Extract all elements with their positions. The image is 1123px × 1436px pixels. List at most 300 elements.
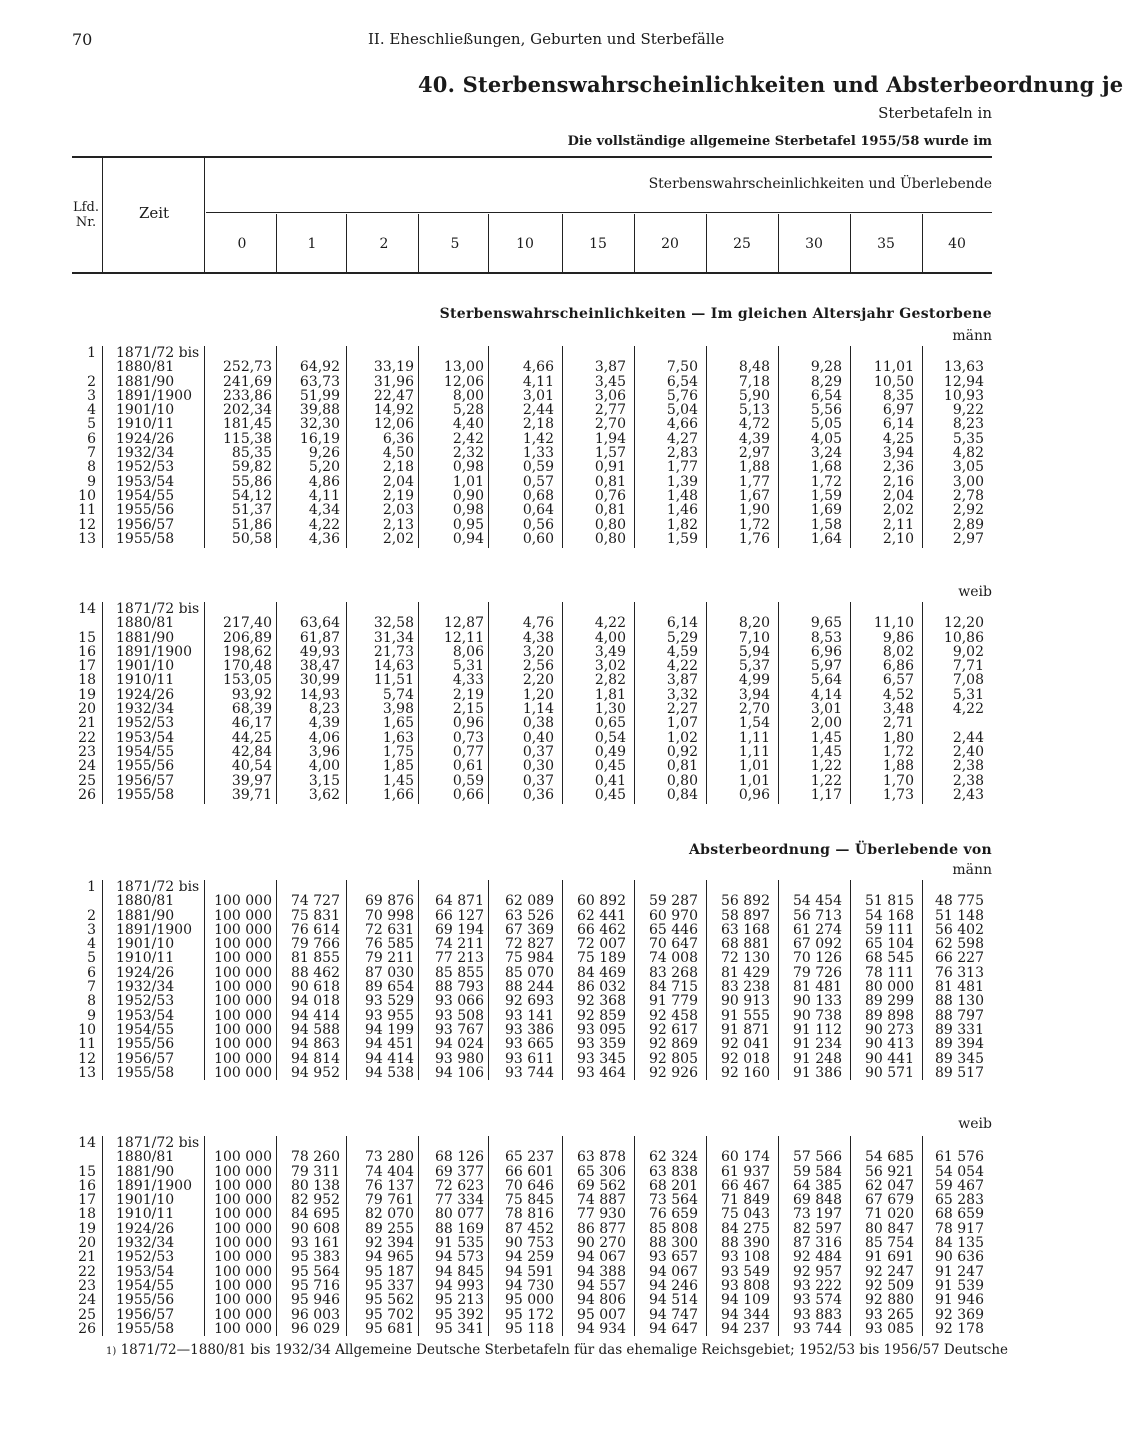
value-cell: 94 018: [291, 993, 340, 1010]
value-cell: 76 614: [291, 921, 340, 938]
table-row: [72, 909, 984, 923]
value-cell: 12,20: [943, 615, 984, 632]
row-number: 6: [87, 964, 96, 981]
group-header: Sterbenswahrscheinlichkeiten und Überlebende: [648, 176, 992, 192]
value-cell: 1,94: [594, 430, 626, 447]
value-cell: 9,02: [952, 643, 984, 660]
value-cell: 94 747: [649, 1306, 698, 1323]
value-cell: 44,25: [231, 729, 272, 746]
value-cell: 100 000: [214, 1163, 272, 1180]
row-number-empty: [72, 1150, 100, 1164]
value-cell: 82 070: [365, 1206, 414, 1223]
value-cell: 80 077: [435, 1206, 484, 1223]
value-cell: 3,87: [594, 359, 626, 376]
value-cell: 63,64: [299, 615, 340, 632]
table-row: [72, 937, 984, 951]
value-cell: 90 441: [865, 1050, 914, 1067]
row-number-empty: [72, 360, 100, 374]
value-cell: 90 571: [865, 1064, 914, 1081]
period-cell: 1891/1900: [116, 643, 192, 660]
period-cell: 1881/90: [116, 373, 175, 390]
value-cell: 2,83: [666, 445, 698, 462]
value-cell: 5,04: [666, 402, 698, 419]
value-cell: 88 244: [505, 979, 554, 996]
value-cell: 100 000: [214, 1149, 272, 1166]
value-cell: 0,84: [666, 786, 698, 803]
value-cell: 70 646: [505, 1177, 554, 1194]
value-cell: 63 168: [721, 921, 770, 938]
value-cell: 100 000: [214, 1036, 272, 1053]
value-cell: 1,72: [882, 743, 914, 760]
value-cell: 32,58: [373, 615, 414, 632]
value-cell: 4,05: [810, 430, 842, 447]
value-cell: 2,04: [882, 487, 914, 504]
table-row: [72, 1009, 984, 1023]
value-cell: 3,01: [522, 387, 554, 404]
value-cell: 4,50: [382, 445, 414, 462]
value-cell: 3,94: [738, 686, 770, 703]
value-cell: 92 394: [365, 1235, 414, 1252]
lfd-nr-header: Lfd. Nr.: [73, 200, 99, 230]
value-cell: 100 000: [214, 1064, 272, 1081]
value-cell: 5,31: [952, 686, 984, 703]
row-number: 7: [87, 979, 96, 996]
value-cell: 81 481: [935, 979, 984, 996]
row-number-empty: [72, 616, 100, 630]
value-cell: 89 898: [865, 1007, 914, 1024]
header-top-rule: [72, 156, 992, 158]
footnote: [106, 1342, 1008, 1358]
section1-female-label: weib: [958, 584, 992, 600]
row-number: 18: [78, 1206, 96, 1223]
period-cell: 1956/57: [116, 1050, 175, 1067]
value-cell: 100 000: [214, 1292, 272, 1309]
value-cell: 80 138: [291, 1177, 340, 1194]
value-cell: 153,05: [223, 672, 272, 689]
section2-title: Absterbeordnung — Überlebende von: [688, 842, 992, 858]
period-cell: 1953/54: [116, 1007, 175, 1024]
value-cell: 2,44: [522, 402, 554, 419]
value-cell: 9,86: [882, 629, 914, 646]
table-row: [72, 1293, 984, 1307]
value-cell: 0,59: [522, 459, 554, 476]
value-cell: 93 549: [721, 1263, 770, 1280]
value-cell: 0,41: [594, 772, 626, 789]
value-cell: 94 965: [365, 1249, 414, 1266]
value-cell: 94 538: [365, 1064, 414, 1081]
column-rule: [706, 214, 707, 272]
value-cell: 202,34: [223, 402, 272, 419]
value-cell: 51 148: [935, 907, 984, 924]
value-cell: 4,66: [666, 416, 698, 433]
row-number: 3: [87, 921, 96, 938]
value-cell: 2,27: [666, 701, 698, 718]
value-cell: 62 598: [935, 936, 984, 953]
section1-male-label: männ: [952, 328, 992, 344]
value-cell: 33,19: [373, 359, 414, 376]
value-cell: 93 955: [365, 1007, 414, 1024]
value-cell: 92 617: [649, 1021, 698, 1038]
row-number: 17: [78, 658, 96, 675]
table-row-continuation: [72, 360, 984, 374]
value-cell: 93 345: [577, 1050, 626, 1067]
value-cell: 100 000: [214, 993, 272, 1010]
value-cell: 93 066: [435, 993, 484, 1010]
value-cell: 0,36: [522, 786, 554, 803]
value-cell: 2,97: [952, 530, 984, 547]
value-cell: 9,26: [308, 445, 340, 462]
period-cell: 1954/55: [116, 1021, 175, 1038]
value-cell: 2,56: [522, 658, 554, 675]
value-cell: 67 369: [505, 921, 554, 938]
value-cell: 90 753: [505, 1235, 554, 1252]
value-cell: 0,98: [452, 502, 484, 519]
value-cell: 91 871: [721, 1021, 770, 1038]
value-cell: 94 344: [721, 1306, 770, 1323]
value-cell: 92 369: [935, 1306, 984, 1323]
value-cell: 54 054: [935, 1163, 984, 1180]
table-row: [72, 1265, 984, 1279]
row-number: 21: [78, 715, 96, 732]
row-number: 16: [78, 643, 96, 660]
value-cell: 115,38: [223, 430, 272, 447]
value-cell: 92 368: [577, 993, 626, 1010]
value-cell: 100 000: [214, 1220, 272, 1237]
period-cell: 1871/72 bis: [116, 345, 200, 361]
value-cell: 56 713: [793, 907, 842, 924]
row-number: 25: [78, 1306, 96, 1323]
value-cell: 61 937: [721, 1163, 770, 1180]
value-cell: 94 573: [435, 1249, 484, 1266]
value-cell: 14,92: [373, 402, 414, 419]
table-row: [72, 659, 984, 673]
value-cell: 90 413: [865, 1036, 914, 1053]
value-cell: 66 601: [505, 1163, 554, 1180]
value-cell: 62 324: [649, 1149, 698, 1166]
table-row: [72, 645, 984, 659]
value-cell: 95 213: [435, 1292, 484, 1309]
value-cell: 79 726: [793, 964, 842, 981]
value-cell: 4,82: [952, 445, 984, 462]
value-cell: 0,61: [452, 758, 484, 775]
value-cell: 73 197: [793, 1206, 842, 1223]
value-cell: 1,59: [666, 530, 698, 547]
value-cell: 252,73: [223, 359, 272, 376]
value-cell: 73 280: [365, 1149, 414, 1166]
value-cell: 90 608: [291, 1220, 340, 1237]
value-cell: 4,38: [522, 629, 554, 646]
period-cell: 1956/57: [116, 1306, 175, 1323]
value-cell: 91 539: [935, 1277, 984, 1294]
value-cell: 2,42: [452, 430, 484, 447]
value-cell: 87 452: [505, 1220, 554, 1237]
table-row: [72, 702, 984, 716]
value-cell: 3,87: [666, 672, 698, 689]
value-cell: 10,93: [943, 387, 984, 404]
row-number: 15: [78, 1163, 96, 1180]
value-cell: 1,65: [382, 715, 414, 732]
period-cell: 1932/34: [116, 445, 175, 462]
value-cell: 8,20: [738, 615, 770, 632]
value-cell: 75 189: [577, 950, 626, 967]
value-cell: 0,30: [522, 758, 554, 775]
table-title: 40. Sterbenswahrscheinlichkeiten und Absterbeordnung je: [418, 72, 1123, 97]
value-cell: 93 883: [793, 1306, 842, 1323]
value-cell: 2,38: [952, 772, 984, 789]
value-cell: 181,45: [223, 416, 272, 433]
value-cell: 100 000: [214, 1277, 272, 1294]
value-cell: 13,63: [943, 359, 984, 376]
value-cell: 0,54: [594, 729, 626, 746]
row-number: 3: [87, 387, 96, 404]
value-cell: 5,13: [738, 402, 770, 419]
value-cell: 70 998: [365, 907, 414, 924]
value-cell: 60 892: [577, 893, 626, 910]
value-cell: 91 779: [649, 993, 698, 1010]
value-cell: 93 508: [435, 1007, 484, 1024]
value-cell: 206,89: [223, 629, 272, 646]
column-rule: [778, 214, 779, 272]
value-cell: 59 467: [935, 1177, 984, 1194]
value-cell: 92 926: [649, 1064, 698, 1081]
value-cell: 75 984: [505, 950, 554, 967]
value-cell: 8,06: [452, 643, 484, 660]
value-cell: 1,48: [666, 487, 698, 504]
value-cell: 91 535: [435, 1235, 484, 1252]
table-row: [72, 1250, 984, 1264]
row-number: 11: [78, 1036, 96, 1053]
value-cell: 93 767: [435, 1021, 484, 1038]
value-cell: 95 946: [291, 1292, 340, 1309]
value-cell: 68,39: [231, 701, 272, 718]
value-cell: 2,38: [952, 758, 984, 775]
table-row: [72, 460, 984, 474]
value-cell: 100 000: [214, 1263, 272, 1280]
value-cell: 74 887: [577, 1192, 626, 1209]
value-cell: 1,14: [522, 701, 554, 718]
value-cell: 93 359: [577, 1036, 626, 1053]
value-cell: 66 227: [935, 950, 984, 967]
value-cell: 93 108: [721, 1249, 770, 1266]
value-cell: 100 000: [214, 1050, 272, 1067]
table-row: [72, 1037, 984, 1051]
period-cell: 1955/56: [116, 1036, 175, 1053]
value-cell: 0,64: [522, 502, 554, 519]
value-cell: 0,80: [666, 772, 698, 789]
period-cell: 1901/10: [116, 402, 175, 419]
value-cell: 55,86: [231, 473, 272, 490]
row-number: 4: [87, 402, 96, 419]
value-cell: 1,07: [666, 715, 698, 732]
column-rule: [418, 214, 419, 272]
table-row: [72, 1136, 984, 1150]
value-cell: 5,64: [810, 672, 842, 689]
period-cell: 1955/58: [116, 1320, 175, 1337]
row-number: 10: [78, 1021, 96, 1038]
table-row: [72, 1052, 984, 1066]
value-cell: 7,18: [738, 373, 770, 390]
value-cell: 94 934: [577, 1320, 626, 1337]
value-cell: 6,36: [382, 430, 414, 447]
value-cell: 233,86: [223, 387, 272, 404]
period-cell: 1954/55: [116, 487, 175, 504]
period-cell: 1955/58: [116, 1064, 175, 1081]
section1-title: Sterbenswahrscheinlichkeiten — Im gleichen Altersjahr Gestorbene: [439, 306, 992, 322]
value-cell: 2,89: [952, 516, 984, 533]
section1-female-table: [72, 602, 984, 802]
row-number: 20: [78, 1235, 96, 1252]
value-cell: 0,49: [594, 743, 626, 760]
value-cell: 78 111: [865, 964, 914, 981]
period-cell-continuation: 1880/81: [116, 615, 175, 632]
value-cell: 93 095: [577, 1021, 626, 1038]
value-cell: 94 451: [365, 1036, 414, 1053]
value-cell: 8,48: [738, 359, 770, 376]
value-cell: 4,06: [308, 729, 340, 746]
row-number: 20: [78, 701, 96, 718]
period-cell: 1881/90: [116, 907, 175, 924]
value-cell: 42,84: [231, 743, 272, 760]
value-cell: 7,50: [666, 359, 698, 376]
value-cell: 2,02: [882, 502, 914, 519]
column-rule: [102, 156, 103, 272]
value-cell: 7,71: [952, 658, 984, 675]
value-cell: 10,50: [873, 373, 914, 390]
value-cell: 1,33: [522, 445, 554, 462]
value-cell: 0,56: [522, 516, 554, 533]
value-cell: 4,00: [308, 758, 340, 775]
value-cell: 65 237: [505, 1149, 554, 1166]
value-cell: 6,54: [810, 387, 842, 404]
value-cell: 79 766: [291, 936, 340, 953]
table-row: [72, 631, 984, 645]
value-cell: 0,96: [738, 786, 770, 803]
value-cell: 2,19: [452, 686, 484, 703]
value-cell: 0,81: [594, 502, 626, 519]
value-cell: 6,14: [666, 615, 698, 632]
value-cell: 54 168: [865, 907, 914, 924]
value-cell: 1,57: [594, 445, 626, 462]
value-cell: 76 585: [365, 936, 414, 953]
row-number: 13: [78, 530, 96, 547]
age-header: 10: [516, 236, 534, 252]
value-cell: 72 007: [577, 936, 626, 953]
value-cell: 100 000: [214, 1235, 272, 1252]
value-cell: 85,35: [231, 445, 272, 462]
table-row: [72, 745, 984, 759]
value-cell: 0,92: [666, 743, 698, 760]
value-cell: 0,80: [594, 516, 626, 533]
value-cell: 4,22: [308, 516, 340, 533]
table-row: [72, 880, 984, 894]
row-number: 2: [87, 373, 96, 390]
age-header: 40: [948, 236, 966, 252]
value-cell: 72 631: [365, 921, 414, 938]
value-cell: 2,03: [382, 502, 414, 519]
value-cell: 49,93: [299, 643, 340, 660]
value-cell: 62 441: [577, 907, 626, 924]
value-cell: 100 000: [214, 907, 272, 924]
period-cell: 1955/58: [116, 530, 175, 547]
value-cell: 62 089: [505, 893, 554, 910]
value-cell: 4,22: [666, 658, 698, 675]
value-cell: 0,37: [522, 743, 554, 760]
value-cell: 100 000: [214, 964, 272, 981]
value-cell: 12,11: [443, 629, 484, 646]
table-row: [72, 1193, 984, 1207]
value-cell: 0,66: [452, 786, 484, 803]
value-cell: 2,32: [452, 445, 484, 462]
value-cell: 4,39: [738, 430, 770, 447]
value-cell: 56 921: [865, 1163, 914, 1180]
value-cell: 22,47: [373, 387, 414, 404]
value-cell: 2,40: [952, 743, 984, 760]
table-row: [72, 1179, 984, 1193]
table-row: [72, 389, 984, 403]
value-cell: 85 070: [505, 964, 554, 981]
value-cell: 0,91: [594, 459, 626, 476]
value-cell: 88 793: [435, 979, 484, 996]
value-cell: 72 130: [721, 950, 770, 967]
value-cell: 74 211: [435, 936, 484, 953]
value-cell: 0,98: [452, 459, 484, 476]
value-cell: 94 414: [365, 1050, 414, 1067]
value-cell: 68 881: [721, 936, 770, 953]
period-cell: 1932/34: [116, 701, 175, 718]
header-bottom-rule: [72, 272, 992, 274]
value-cell: 64 871: [435, 893, 484, 910]
value-cell: 5,76: [666, 387, 698, 404]
row-number: 1: [87, 345, 96, 361]
table-row: [72, 602, 984, 616]
table-row: [72, 716, 984, 730]
value-cell: 1,30: [594, 701, 626, 718]
value-cell: 59 584: [793, 1163, 842, 1180]
value-cell: 2,44: [952, 729, 984, 746]
period-cell: 1954/55: [116, 1277, 175, 1294]
value-cell: 95 000: [505, 1292, 554, 1309]
value-cell: 90 273: [865, 1021, 914, 1038]
age-header: 30: [805, 236, 823, 252]
value-cell: 100 000: [214, 1249, 272, 1266]
age-header: 25: [733, 236, 751, 252]
value-cell: 4,76: [522, 615, 554, 632]
value-cell: 77 213: [435, 950, 484, 967]
table-row: [72, 774, 984, 788]
value-cell: 74 008: [649, 950, 698, 967]
value-cell: 1,02: [666, 729, 698, 746]
value-cell: 51,37: [231, 502, 272, 519]
row-number: 7: [87, 445, 96, 462]
value-cell: 4,66: [522, 359, 554, 376]
period-cell: 1901/10: [116, 658, 175, 675]
value-cell: 2,71: [882, 715, 914, 732]
value-cell: 91 386: [793, 1064, 842, 1081]
value-cell: 90 133: [793, 993, 842, 1010]
value-cell: 68 545: [865, 950, 914, 967]
value-cell: 1,72: [738, 516, 770, 533]
value-cell: 94 806: [577, 1292, 626, 1309]
value-cell: 65 446: [649, 921, 698, 938]
row-number: 26: [78, 786, 96, 803]
value-cell: 14,63: [373, 658, 414, 675]
value-cell: 68 659: [935, 1206, 984, 1223]
value-cell: 1,45: [810, 729, 842, 746]
value-cell: 2,11: [882, 516, 914, 533]
value-cell: 88 130: [935, 993, 984, 1010]
value-cell: 92 957: [793, 1263, 842, 1280]
section2-male-label: männ: [952, 862, 992, 878]
